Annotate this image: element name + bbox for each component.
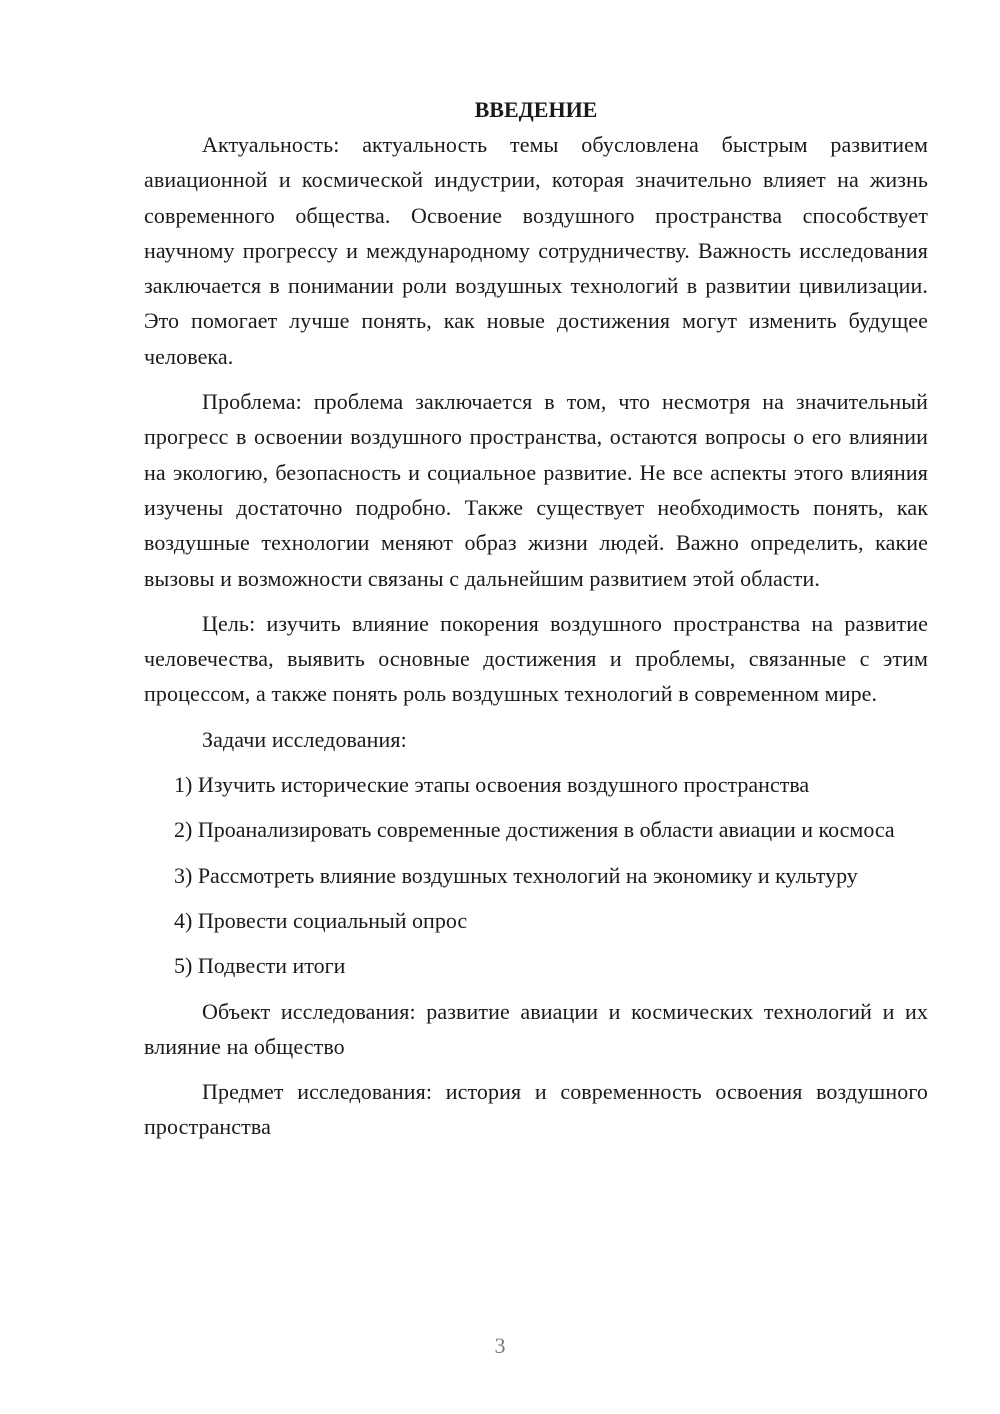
research-subject-paragraph: Предмет исследования: история и современность освоения воздушного пространства xyxy=(144,1079,928,1140)
page-number: 3 xyxy=(494,1333,506,1358)
problem-paragraph: Проблема: проблема заключается в том, что несмотря на значительный прогресс в освоении воздушного пространства, остаются вопросы о его влиянии на экологию, безопасность и социальное развитие. Не все аспекты этого влияния изучены достаточно подробно. Также существует необходимость понять, как воздушные технологии меняют образ жизни людей. Важно определить, какие вызовы и возможности связаны с дальнейшим развитием этой области. xyxy=(144,389,928,591)
relevance-paragraph: Актуальность: актуальность темы обусловлена быстрым развитием авиационной и космической индустрии, которая значительно влияет на жизнь современного общества. Освоение воздушного пространства способствует научному прогрессу и международному сотрудничеству. Важность исследования заключается в понимании роли воздушных технологий в развитии цивилизации. Это помогает лучше понять, как новые достижения могут изменить будущее человека. xyxy=(144,132,928,369)
task-item-1: 1) Изучить исторические этапы освоения воздушного пространства xyxy=(174,772,810,798)
task-item-4: 4) Провести социальный опрос xyxy=(174,907,468,933)
task-item-3: 3) Рассмотреть влияние воздушных технологий на экономику и культуру xyxy=(174,862,858,888)
goal-paragraph: Цель: изучить влияние покорения воздушного пространства на развитие человечества, выявить основные достижения и проблемы, связанные с этим процессом, а также понять роль воздушных технологий в современном мире. xyxy=(144,610,928,707)
tasks-heading: Задачи исследования: xyxy=(202,726,407,752)
task-item-2: 2) Проанализировать современные достижения в области авиации и космоса xyxy=(174,817,895,843)
research-object-paragraph: Объект исследования: развитие авиации и космических технологий и их влияние на общество xyxy=(144,998,928,1059)
page-title: ВВЕДЕНИЕ xyxy=(474,97,598,122)
task-item-5: 5) Подвести итоги xyxy=(174,953,346,979)
document-page xyxy=(144,92,928,1155)
